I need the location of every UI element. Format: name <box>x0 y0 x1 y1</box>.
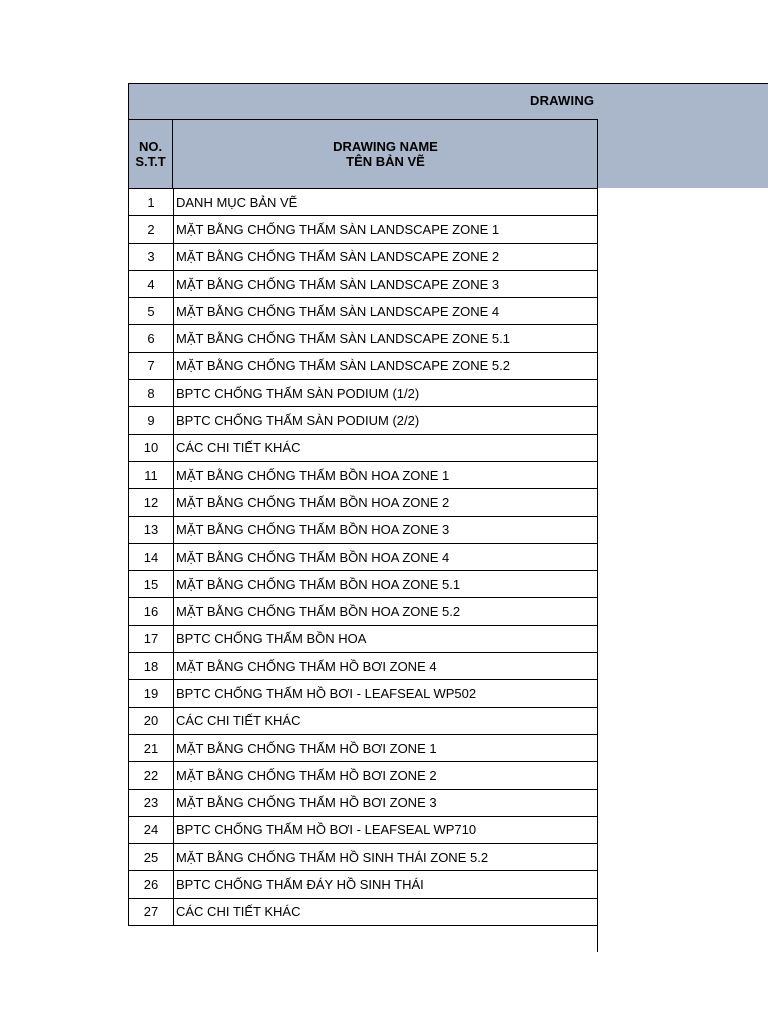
row-number: 26 <box>129 871 174 898</box>
row-number: 7 <box>129 352 174 379</box>
row-number: 24 <box>129 816 174 843</box>
row-drawing-name: MẶT BẰNG CHỐNG THẤM BỒN HOA ZONE 3 <box>174 516 598 543</box>
row-number: 3 <box>129 243 174 270</box>
row-number: 6 <box>129 325 174 352</box>
row-number: 23 <box>129 789 174 816</box>
table-row <box>129 352 598 379</box>
row-drawing-name: MẶT BẰNG CHỐNG THẤM SÀN LANDSCAPE ZONE 2 <box>174 243 598 270</box>
row-number: 20 <box>129 707 174 734</box>
row-drawing-name: MẶT BẰNG CHỐNG THẤM BỒN HOA ZONE 5.1 <box>174 571 598 598</box>
table-row <box>129 598 598 625</box>
table-row <box>129 816 598 843</box>
row-number: 17 <box>129 625 174 652</box>
row-number: 1 <box>129 189 174 216</box>
table-row <box>129 898 598 925</box>
header-name-line2: TÊN BẢN VẼ <box>346 154 425 169</box>
row-drawing-name: MẶT BẰNG CHỐNG THẤM BỒN HOA ZONE 4 <box>174 543 598 570</box>
table-row <box>129 871 598 898</box>
row-drawing-name: CÁC CHI TIẾT KHÁC <box>174 707 598 734</box>
table-row <box>129 270 598 297</box>
table-row <box>129 653 598 680</box>
header-no-line1: NO. <box>138 139 163 154</box>
row-drawing-name: DANH MỤC BẢN VẼ <box>174 189 598 216</box>
sheet-edge-line <box>597 120 598 952</box>
row-drawing-name: BPTC CHỐNG THẤM HỒ BƠI - LEAFSEAL WP502 <box>174 680 598 707</box>
row-number: 8 <box>129 380 174 407</box>
table-row <box>129 571 598 598</box>
table-title: DRAWING <box>530 93 595 108</box>
row-drawing-name: MẶT BẰNG CHỐNG THẤM HỒ BƠI ZONE 2 <box>174 762 598 789</box>
row-number: 13 <box>129 516 174 543</box>
table-row <box>129 680 598 707</box>
row-drawing-name: MẶT BẰNG CHỐNG THẤM HỒ BƠI ZONE 3 <box>174 789 598 816</box>
row-drawing-name: BPTC CHỐNG THẤM BỒN HOA <box>174 625 598 652</box>
row-drawing-name: MẶT BẰNG CHỐNG THẤM HỒ BƠI ZONE 1 <box>174 734 598 761</box>
header-no <box>129 120 173 188</box>
row-number: 19 <box>129 680 174 707</box>
row-number: 10 <box>129 434 174 461</box>
row-drawing-name: MẶT BẰNG CHỐNG THẤM SÀN LANDSCAPE ZONE 5.2 <box>174 352 598 379</box>
table-row <box>129 489 598 516</box>
row-drawing-name: MẶT BẰNG CHỐNG THẤM HỒ BƠI ZONE 4 <box>174 653 598 680</box>
row-drawing-name: CÁC CHI TIẾT KHÁC <box>174 434 598 461</box>
column-header-row <box>128 120 598 188</box>
table-row <box>129 407 598 434</box>
title-row <box>129 84 598 120</box>
row-number: 21 <box>129 734 174 761</box>
drawing-list-body <box>129 189 598 926</box>
table-row <box>129 516 598 543</box>
table-row <box>129 543 598 570</box>
table-row <box>129 243 598 270</box>
row-number: 18 <box>129 653 174 680</box>
row-drawing-name: MẶT BẰNG CHỐNG THẤM BỒN HOA ZONE 2 <box>174 489 598 516</box>
row-number: 14 <box>129 543 174 570</box>
row-number: 11 <box>129 461 174 488</box>
row-drawing-name: BPTC CHỐNG THẤM HỒ BƠI - LEAFSEAL WP710 <box>174 816 598 843</box>
row-number: 22 <box>129 762 174 789</box>
row-number: 15 <box>129 571 174 598</box>
row-number: 25 <box>129 844 174 871</box>
table-row <box>129 734 598 761</box>
header-no-line2: S.T.T <box>135 154 166 169</box>
row-drawing-name: MẶT BẰNG CHỐNG THẤM SÀN LANDSCAPE ZONE 4 <box>174 298 598 325</box>
table-row <box>129 789 598 816</box>
row-drawing-name: MẶT BẰNG CHỐNG THẤM BỒN HOA ZONE 1 <box>174 461 598 488</box>
table-row <box>129 216 598 243</box>
row-number: 2 <box>129 216 174 243</box>
row-drawing-name: MẶT BẰNG CHỐNG THẤM HỒ SINH THÁI ZONE 5.2 <box>174 844 598 871</box>
row-drawing-name: MẶT BẰNG CHỐNG THẤM SÀN LANDSCAPE ZONE 3 <box>174 270 598 297</box>
table-row <box>129 434 598 461</box>
table-row <box>129 380 598 407</box>
row-number: 27 <box>129 898 174 925</box>
row-number: 5 <box>129 298 174 325</box>
row-drawing-name: MẶT BẰNG CHỐNG THẤM SÀN LANDSCAPE ZONE 1 <box>174 216 598 243</box>
row-drawing-name: BPTC CHỐNG THẤM ĐÁY HỒ SINH THÁI <box>174 871 598 898</box>
row-drawing-name: BPTC CHỐNG THẤM SÀN PODIUM (1/2) <box>174 380 598 407</box>
row-number: 16 <box>129 598 174 625</box>
table-row <box>129 625 598 652</box>
table-row <box>129 844 598 871</box>
table-row <box>129 325 598 352</box>
drawing-list-table <box>128 188 598 926</box>
row-drawing-name: MẶT BẰNG CHỐNG THẤM BỒN HOA ZONE 5.2 <box>174 598 598 625</box>
table-row <box>129 461 598 488</box>
table-row <box>129 762 598 789</box>
header-drawing-name <box>173 120 598 188</box>
row-drawing-name: MẶT BẰNG CHỐNG THẤM SÀN LANDSCAPE ZONE 5.1 <box>174 325 598 352</box>
table-row <box>129 298 598 325</box>
header-name-line1: DRAWING NAME <box>333 139 438 154</box>
row-number: 12 <box>129 489 174 516</box>
row-number: 9 <box>129 407 174 434</box>
row-drawing-name: CÁC CHI TIẾT KHÁC <box>174 898 598 925</box>
row-number: 4 <box>129 270 174 297</box>
table-row <box>129 189 598 216</box>
table-row <box>129 707 598 734</box>
row-drawing-name: BPTC CHỐNG THẤM SÀN PODIUM (2/2) <box>174 407 598 434</box>
